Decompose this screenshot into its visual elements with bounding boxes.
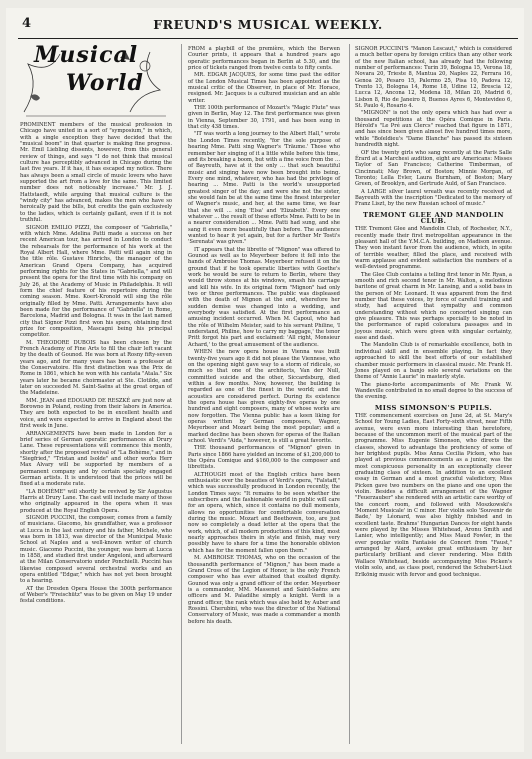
article-paragraph: SIGNOR PUCCINI'S "Manon Lescaut," which is considered a much better opera by foreign critics than any other work of the new Italian school, has already had the following number of performances: Turin 39, Bologna 15, Verona 18, Novara 20, Trieste 8, Mantua 20, Naples 22, Ferrara 16, Genoa 20, Pesaro 15, Palermo 25, Pisa 10, Padova 12, Trento 13, Bologna 14, Rome 18, Udine 12, Brescia 12, Lucca 12, Ancona 12, Modena 18, Milan 20, Madrid 6, Lisbon 8, Rio de Janeiro 8, Buenos Ayres 6, Montevideo 6, St. Paulo 4, Rosario 4. xyxy=(355,46,512,110)
article-paragraph: The piano-forte accompaniments of Mr. Frank W. Wandeville contributed in no small degree to the success of the evening. xyxy=(355,381,512,401)
article-paragraph: THE commencement exercises on June 2d, at St. Mary's School for Young Ladies, East Forty-sixth street, near Fifth avenue, were even more interesting than heretofore, because of the uncommon merit of the musical part of the programme. Miss Eugenie Simonson, who directs the classes, showed to advantage the proficiency of some of her brightest pupils. Miss Anna Cecilia Picken, who has played at previous commencements as a junior, was the most conspicuous personality in an exceptionally clever graduating class of sixteen. In addition to an excellent essay in German and a most graceful valedictory, Miss Picken gave two numbers on the piano and one upon the violin. Besides a difficult arrangement of the Wagner "Feuerzauber" she rendered with an artistic care worthy of the concert room, and followed with Moszkowski's 'Moment Musicale' in C minor. Her violin solo 'Souvenir de Bade,' by Léonard, was also highly finished and in excellent taste. Brahms' Hungarian Dances for eight hands were played by the Misses Whitehead, Aronu Smith and Lanier, who intelligently; and Miss Maud Fowler, in the ever popular violin Fantaisie de Concert from "Faust," arranged by Alard, awoke great enthusiasm by her particularly brilliant and clever rendering. Miss Edith Wallace Whitehead, beside accompanying Miss Picken's violin solo, and, as class poet, rendered the Schubert-Liszt Erlkönig music with fervor and good technique. xyxy=(355,412,512,578)
article-paragraph: The Mandolin Club is of remarkable excellence, both in individual skill and in ensemble playing. In fact they approached to skill the best efforts of our established chamber music performers in classical music. Mr. Frank H. Jones played on a banjo solo several variations on the theme of "Annie Laurie" in masterly style. xyxy=(355,342,512,381)
column-2 xyxy=(188,46,340,626)
article-paragraph: A LARGE silver laurel wreath was recently received at Bayreuth with the inscription "Dedicated to the memory of Franz Liszt, by the new Russian school of music." xyxy=(355,188,512,208)
article-paragraph: ARRANGEMENTS have been made in London for a brief series of German operatic performances at Drury Lane. These representations will commence this month, shortly after the proposed revival of "La Bohème," and in "Siegfried," "Tristan and Isolde" and other works Herr Max Alvary will be supported by members of a permanent company and by certain specially engaged German artists. It is understood that the prices will be fixed at a moderate rate. xyxy=(20,430,172,488)
logo-word-world: World xyxy=(66,70,144,96)
column-1 xyxy=(20,42,172,606)
masthead-title: FREUND'S MUSICAL WEEKLY. xyxy=(153,17,383,32)
article-paragraph: THE Tremont Glee and Mandolin Club, of Rochester, N.Y., recently made their first metropolitan appearance in the pleasant hall of the Y.M.C.A. building, on Madison avenue. They won instant favor from the audience, which, in spite of terrible weather, filled the place, and received with warm applause and evident satisfaction the numbers of a well-devised programme. xyxy=(355,226,512,271)
article-paragraph: ALTHOUGH most of the English critics have been enthusiastic over the beauties of Verdi's opera, "Falstaff," which was successfully produced in London recently, the London Times says: "It remains to be seen whether the subscribers and the fashionable world in public will care for an opera, which, since it contains no dull moments, allows no opportunities for comfortable conversation during the music. Mozart and Beethoven, too, are just now so completely a dead letter at the opera that the work, which, of all modern productions of this kind, most nearly approaches theirs in style and finish, may very possibly have to share for a time the honorable oblivion which has for the moment fallen upon them." xyxy=(188,471,340,554)
article-paragraph: THE 100th performance of Mozart's "Magic Flute" was given in Berlin, May 12. The first performance was given in Vienna, September 30, 1791, and has been sung in that city 438 times. xyxy=(188,105,340,131)
article-paragraph: "MIGNON" is not the only opera which has had over a thousand repetitions at the Opéra Comique in Paris. Hérold's "Le Pré aux Clercs" reached that figure in 1871, and has since been given almost five hundred times more, while "Boïeldieu's "Dame Blanche" has passed its sixteen hundredth night. xyxy=(355,110,512,149)
logo-word-musical: Musical xyxy=(34,42,139,68)
newspaper-page xyxy=(6,8,524,752)
column-divider xyxy=(181,44,182,744)
musical-world-logo xyxy=(20,42,170,118)
article-paragraph: M. THEODORE DUBOIS has been chosen by the French Academy of Fine Arts to fill the chair left vacant by the death of Gounod. He was born at Rosny fifty-seven years ago, and for many years has been a professor at the Conservatoire. His first distinction was the Prix de Rome in 1861, which he won with his cantata "Atala." Six years later he became choirmaster at Ste. Clotilde, and later on succeeded M. Saint-Saëns at the great organ of the Madeleine. xyxy=(20,339,172,397)
article-paragraph: SIGNOR EMILIO PIZZI, the composer of "Gabriella," with which Mme. Adelina Patti made a success on her recent American tour, has arrived in London to conduct the rehearsals for the performance of his work at the Royal Albert Hall, where Mme. Patti will again sing in the title rôle. Gustave Hinrichs, the manager of the American Grand Opera Company, has acquired performing rights for the States in "Gabriella," and will present the opera for the first time with his company on July 26, at the Academy of Music in Philadelphia. It will form the chief feature of his repertoire during the coming season. Mme. Koert-Kronold will sing the rôle originally filled by Mme. Patti. Arrangements have also been made for the performance of "Gabriella" in Rome, Barcelona, Madrid and Bologna. It was in the last named city that Signor Pizzi first won his spurs, obtaining first prize for composition, Mascagni being his principal competitor. xyxy=(20,224,172,339)
article-paragraph: "LA BOHÈME" will shortly be revived by Sir Augustus Harris at Drury Lane. The cast will include many of those who originally appeared in the opera when it was produced at the Royal English Opera. xyxy=(20,488,172,514)
page-header xyxy=(18,16,518,39)
article-paragraph: IT appears that the libretto of "Mignon" was offered to Gounod as well as to Meyerbeer before it fell into the hands of Ambroise Thomas. Meyerbeer refused it on the ground that if he took operatic liberties with Goethe's work he would be sure to return to Berlin, where they would throw stones at his windows, smash his carriage and kill his wife. In its original form "Mignon" had only two or three performances. The public was displeased with the death of Mignon at the end, wherefore her sudden demise was changed into a wedding, and everybody was satisfied. At the first performance an amusing incident occurred. When M. Capoul, who had the rôle of Wilhelm Meister, said to his servant Philine, 'I understand, Philine, how to carry my baggage,' the tenor Pritt forgot his part and exclaimed: 'All right, Monsieur Achard,' to the great amusement of the audience. xyxy=(188,246,340,348)
page-number: 4 xyxy=(22,16,32,31)
article-paragraph: The Glee Club contains a telling first tenor in Mr. Ryan, a smooth and rich second tenor in Mr. Walton, a melodious baritone of great charm in Mr. Lansing, and a solid bass in the person of Mr. Leonard. It was apparent from the first number that these voices, by force of careful training and study, had acquired that sympathy and common understanding without which no concerted singing can give pleasure. This was perhaps specially to be noted in the performance of rapid coloratura passages and in joyous music, which were given with singular certainty, ease and dash. xyxy=(355,271,512,342)
article-paragraph: WHEN the new opera house in Vienna was built twenty-five years ago it did not please the Viennese, who on the opening night gave way to a storm of ridicule, so much so that one of the architects, Van der Null, committed suicide and the other, Siccardsburg, died within a few months. Now, however, the building is regarded as one of the finest in the world; and the acoustics are considered perfect. During its existence the opera house has given eighty-five operas by one hundred and eight composers, many of whose works are now forgotten. The Vienna public has a keen liking for operas written by German composers, Wagner, Meyerbeer and Mozart being the most popular; and a marked decline has been shown for operas of the Italian school. Verdi's "Aida," however, is still a great favorite. xyxy=(188,349,340,444)
article-paragraph: AT the Dresden Opera House the 300th performance of Weber's "Freischütz" was to be given on May 19 under festal conditions. xyxy=(20,585,172,605)
article-paragraph: FROM a playbill of the première, which the Berwen Courier prints, it appears that a hundred years ago operatic performances began in Berlin at 5.30, and the price of tickets ranged from twelve cents to fifty cents. xyxy=(188,46,340,72)
article-paragraph: THE thousand performances of "Mignon" given in Paris since 1866 have yielded an income of $1,200,000 to the Opéra Comique and $160,000 to the composer and librettists. xyxy=(188,445,340,471)
column-3 xyxy=(355,46,512,579)
article-paragraph: SIGNOR PUCCINI, the composer, comes from a family of musicians. Giacomo, his grandfather, was a professor at Lucca in the last century and his father, Michele, who was born in 1813, was director of the Municipal Music School at Naples and a well-known writer of church music. Giacomo Puccini, the younger, was born at Lucca in 1858, and studied first under Angeloni, and afterward at the Milan Conservatorio under Ponchielli. Puccini has likewise composed several orchestral works and an opera entitled "Edgar," which has not yet been brought to a hearing. xyxy=(20,514,172,585)
article-paragraph: MM. JEAN and EDOUARD DE RESZKÉ are just now at Borowno in Poland, resting from their labors in America. They are both expected to be in excellent health and voice, and were expected to arrive in England about the first week in June. xyxy=(20,397,172,430)
article-paragraph: MR. EDGAR JACQUES, for some time past the editor of the London Musical Times has been appointed as the musical critic of the Observer, in place of Mr. Horace, resigned. Mr. Jacques is a cultured musician and an able writer. xyxy=(188,72,340,104)
section-heading-tremont: TREMONT GLEE AND MANDOLIN CLUB. xyxy=(362,210,505,225)
article-paragraph: PROMINENT members of the musical profession in Chicago have united in a sort of "symposium," in which, with a single exception they have decided that the "musical boom" in that quarter is making fine progress. Mr. Emil Liebling dissents, however, from this general review of things, and says "I do not think that musical culture has perceptibly advanced in Chicago during the last five years. If it has, it has escaped my notice. There has always been a small circle of music lovers who have supported the art from a love for the same. This limited number does not noticeably increase." Mr. J. J. Hattstaedt, while arguing that musical culture is the "windy city" has advanced, makes the men who have so heroically paid the bills, but credits the gain exclusively to the ladies, which is certainly gallant, even if it is not truthful. xyxy=(20,122,172,224)
article-paragraph: M. AMBROISE THOMAS, who on the occasion of the thousandth performance of "Mignon," has been made a Grand Cross of the Legion of Honor, is the only French composer who has ever attained that exalted dignity. Gounod was only a grand officer of the order. Meyerbeer is a commander, MM. Massenet and Saint-Saëns are officers and M. Paladilhe simply a knight. Verdi is a grand officer, the rank which was also held by Auber and Rossini. Cherubini, who was the director of the National Conservatory of Music, was made a commander a month before his death. xyxy=(188,555,340,625)
section-heading-simonson: MISS SIMONSON'S PUPILS. xyxy=(374,403,493,412)
article-paragraph: OF the twenty girls who sang recently at the Paris Salle Érard at a Marchesi audition, eight are Americans: Misses Taylor of San Francisco; Catherine Timberman, of Cincinnati; May Brown, of Boston; Minnie Morgan, of Toronto; Lella Evler, Laura Burnham, of Boston; Mary Green, of Brooklyn, and Gertrude Auld, of San Francisco. xyxy=(355,149,512,188)
article-paragraph: "IT was worth a long journey to the Albert Hall," wrote the London Times recently, "for the sole purpose of hearing Mme. Patti sing Wagner's 'Träume.' Those who remember her singing of it a little while before this time, and its breaking a boom, but with a fine voice from the ... of Bayreuth, have at it the only ... that such beautiful music and singing have now been brought into being. Every one mind, whatever, who has had the privilege of hearing ... Mme. Patti is the world's unsupported greatest singer of the day; and were she not the sister, she would fain be at the same time the finest interpreter of Wagner's music, and her, at the same time, we fear that she will ... sing 'Elsa' and 'Elizabeth'. Every one whatever ... the result of these efforts Mme. Patti to be in a nearer consideration ... Mme. Patti had sung, and she sang it even more beautifully than before. The audience wanted to hear it yet again, but for a further Mr Tosti's 'Serenata' was given." xyxy=(188,131,340,246)
column-divider xyxy=(349,44,350,744)
